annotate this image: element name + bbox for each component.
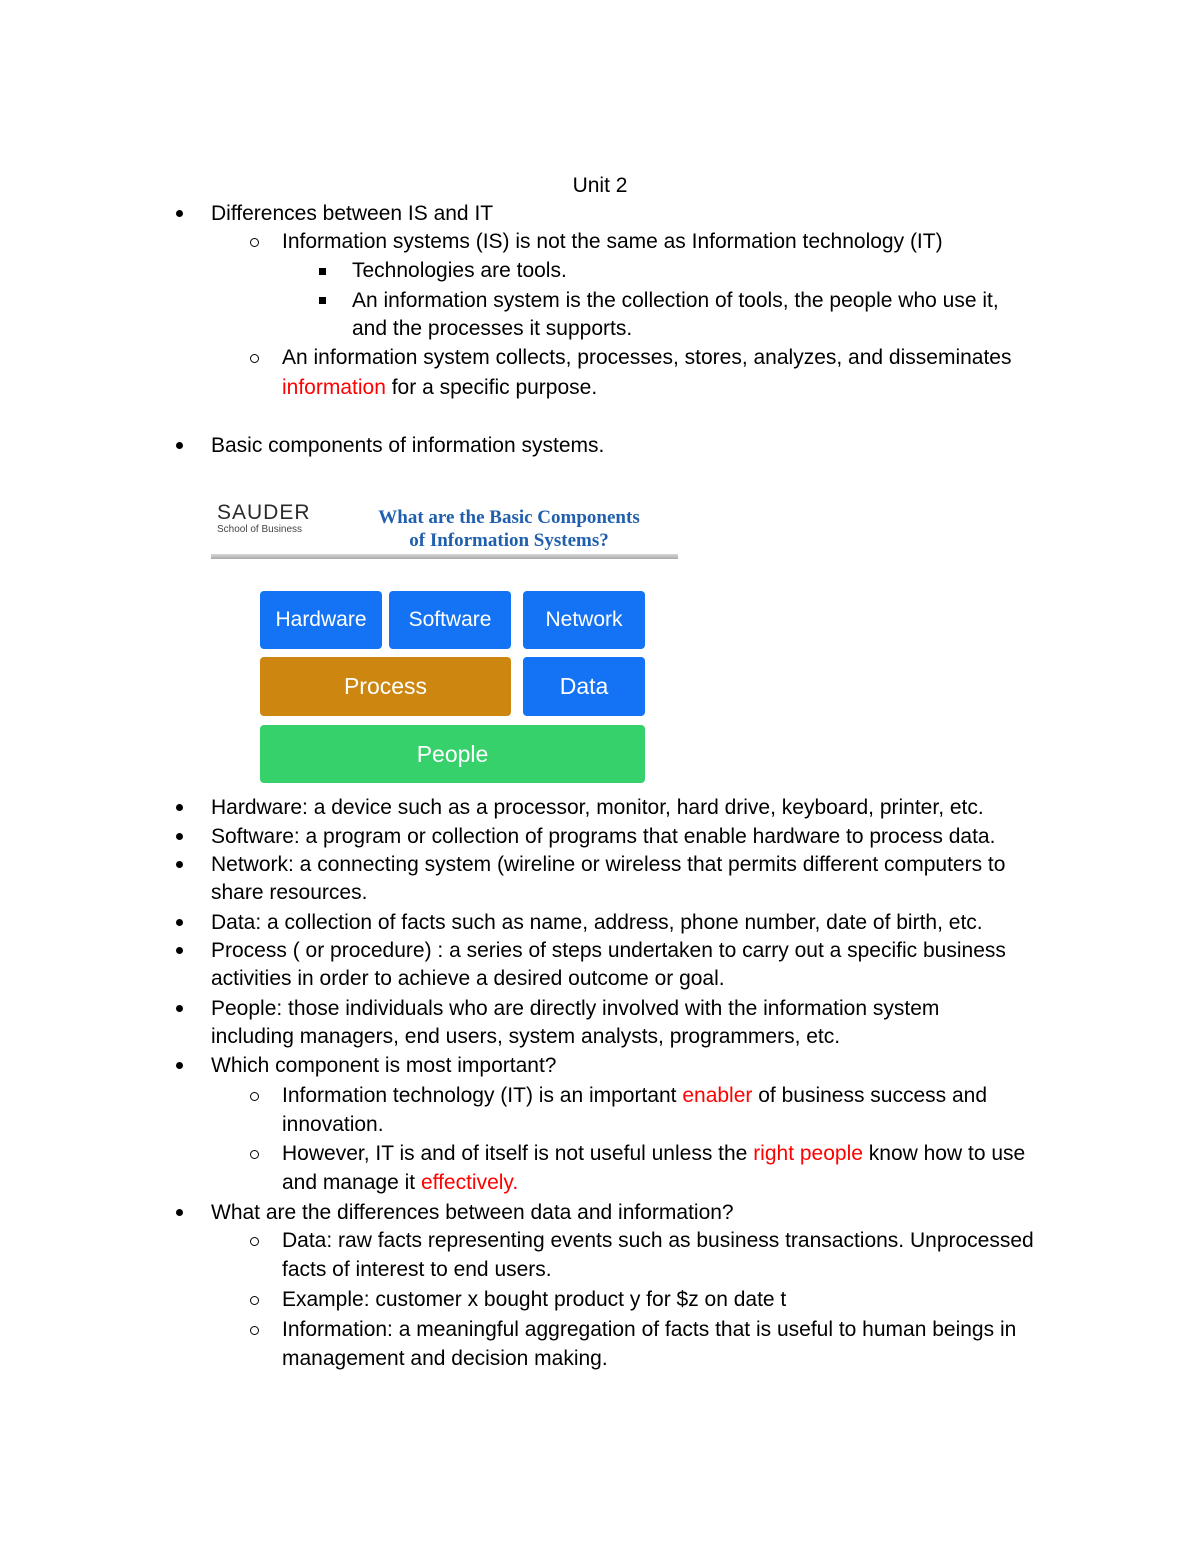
process-definition-cont: activities in order to achieve a desired outcome or goal. <box>211 967 725 990</box>
bullet-icon <box>176 442 183 449</box>
process-definition: Process ( or procedure) : a series of steps undertaken to carry out a specific business <box>211 939 1006 962</box>
data-info-heading: What are the differences between data and information? <box>211 1201 734 1224</box>
right-people-text-cont: and manage it effectively. <box>282 1171 519 1194</box>
bullet-icon <box>176 210 183 217</box>
bullet-icon <box>176 947 183 954</box>
bullet-icon <box>176 804 183 811</box>
it-enabler-text-cont: innovation. <box>282 1113 384 1136</box>
section-heading-components: Basic components of information systems. <box>211 434 605 457</box>
data-raw-text-cont: facts of interest to end users. <box>282 1258 552 1281</box>
data-box: Data <box>523 657 645 716</box>
right-people-text: However, IT is and of itself is not useful unless the right people know how to use <box>282 1142 1026 1165</box>
network-definition-cont: share resources. <box>211 881 368 904</box>
circle-bullet-icon <box>250 1150 259 1159</box>
highlight-right-people: right people <box>753 1142 863 1165</box>
people-definition: People: those individuals who are directly involved with the information system <box>211 997 940 1020</box>
circle-bullet-icon <box>250 1092 259 1101</box>
important-heading: Which component is most important? <box>211 1054 557 1077</box>
software-definition: Software: a program or collection of programs that enable hardware to process data. <box>211 825 996 848</box>
it-enabler-text: Information technology (IT) is an important enabler of business success and <box>282 1084 988 1107</box>
data-raw-text: Data: raw facts representing events such as business transactions. Unprocessed <box>282 1229 1034 1252</box>
tools-text: Technologies are tools. <box>352 259 567 282</box>
bullet-icon <box>176 919 183 926</box>
hardware-box: Hardware <box>260 591 382 649</box>
highlight-information: information <box>282 376 386 399</box>
components-figure <box>211 494 678 786</box>
people-box: People <box>260 725 645 783</box>
circle-bullet-icon <box>250 1326 259 1335</box>
highlight-enabler: enabler <box>682 1084 753 1107</box>
example-text: Example: customer x bought product y for $z on date t <box>282 1288 787 1311</box>
square-bullet-icon <box>319 268 326 275</box>
hardware-definition: Hardware: a device such as a processor, monitor, hard drive, keyboard, printer, etc. <box>211 796 984 819</box>
highlight-effectively: effectively. <box>420 1171 519 1194</box>
is-collection-text: An information system is the collection of tools, the people who use it, <box>352 289 999 312</box>
data-definition: Data: a collection of facts such as name, address, phone number, date of birth, etc. <box>211 911 983 934</box>
is-collection-text-cont: and the processes it supports. <box>352 317 633 340</box>
people-definition-cont: including managers, end users, system analysts, programmers, etc. <box>211 1025 841 1048</box>
circle-bullet-icon <box>250 238 259 247</box>
bullet-icon <box>176 1062 183 1069</box>
network-box: Network <box>523 591 645 649</box>
bullet-icon <box>176 833 183 840</box>
network-definition: Network: a connecting system (wireline or wireless that permits different computers to <box>211 853 1006 876</box>
bullet-icon <box>176 1005 183 1012</box>
is-purpose-text: information for a specific purpose. <box>282 376 598 399</box>
square-bullet-icon <box>319 297 326 304</box>
page-title: Unit 2 <box>572 174 628 197</box>
circle-bullet-icon <box>250 1296 259 1305</box>
information-text: Information: a meaningful aggregation of facts that is useful to human beings in <box>282 1318 1017 1341</box>
sauder-logo-subtitle: School of Business <box>217 524 303 535</box>
figure-divider <box>211 554 678 559</box>
software-box: Software <box>389 591 511 649</box>
is-vs-it-text: Information systems (IS) is not the same as Information technology (IT) <box>282 230 943 253</box>
bullet-icon <box>176 861 183 868</box>
circle-bullet-icon <box>250 1237 259 1246</box>
figure-title: What are the Basic Components of Information Systems? <box>378 507 640 551</box>
circle-bullet-icon <box>250 354 259 363</box>
section-heading-is-it: Differences between IS and IT <box>211 202 494 225</box>
information-text-cont: management and decision making. <box>282 1347 608 1370</box>
bullet-icon <box>176 1209 183 1216</box>
is-collects-text: An information system collects, processes, stores, analyzes, and disseminates <box>282 346 1012 369</box>
process-box: Process <box>260 657 511 716</box>
sauder-logo: SAUDER <box>217 501 311 524</box>
